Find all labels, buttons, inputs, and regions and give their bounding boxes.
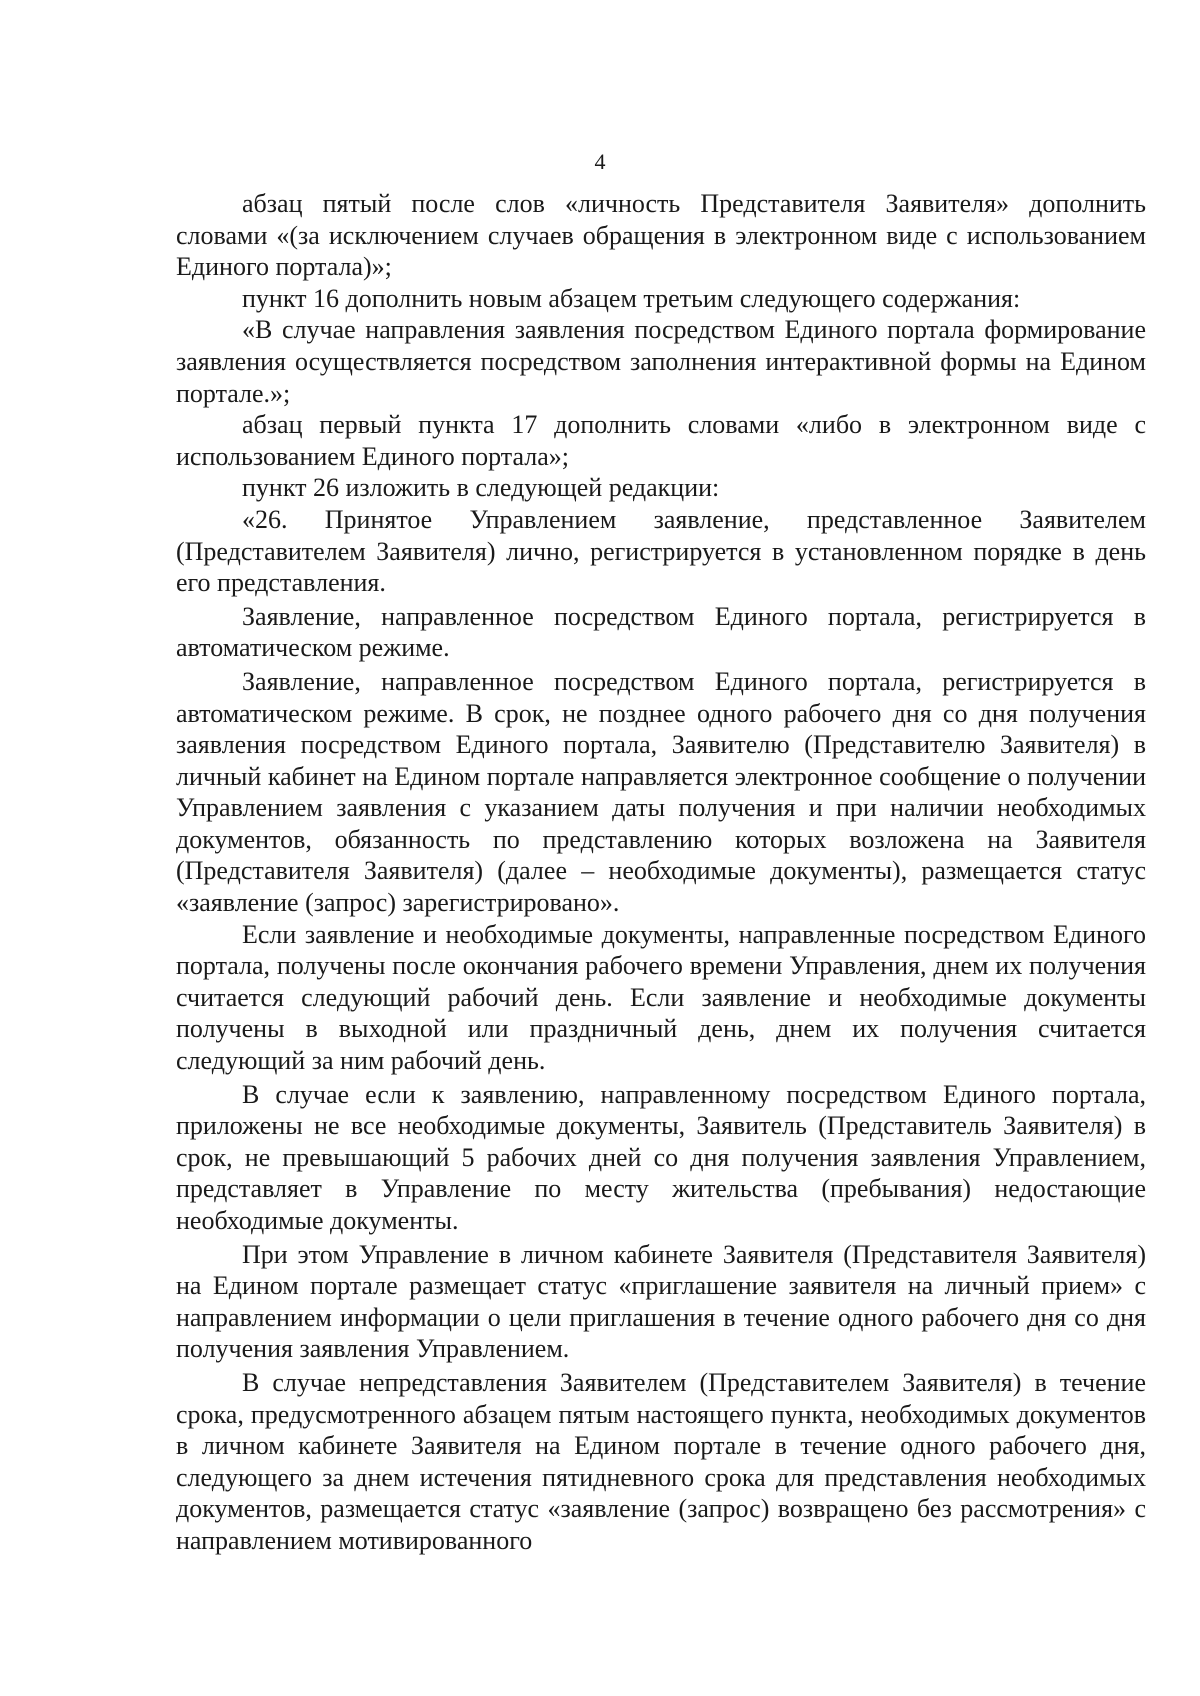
paragraph-6: «26. Принятое Управлением заявление, представленное Заявителем (Представителем Заявителя) лично, регистрируется в установленном порядке в день его представления. — [176, 504, 1146, 598]
paragraph-11: При этом Управление в личном кабинете Заявителя (Представителя Заявителя) на Едином портале размещает статус «приглашение заявителя на личный прием» с направлением информации о цели приглашения в течение одного рабочего дня со дня получения заявления Управлением. — [176, 1239, 1146, 1364]
paragraph-12: В случае непредставления Заявителем (Представителем Заявителя) в течение срока, предусмотренного абзацем пятым настоящего пункта, необходимых документов в личном кабинете Заявителя на Едином портале в течение одного рабочего дня, следующего за днем истечения пятидневного срока для представления необходимых документов, размещается статус «заявление (запрос) возвращено без рассмотрения» с направлением мотивированного — [176, 1367, 1146, 1555]
paragraph-3: «В случае направления заявления посредством Единого портала формирование заявления осуществляется посредством заполнения интерактивной формы на Едином портале.»; — [176, 315, 1146, 408]
paragraph-2: пункт 16 дополнить новым абзацем третьим следующего содержания: — [242, 283, 1021, 313]
paragraph-5: пункт 26 изложить в следующей редакции: — [242, 473, 720, 503]
paragraph-7: Заявление, направленное посредством Единого портала, регистрируется в автоматическом режиме. — [176, 601, 1146, 663]
paragraph-10: В случае если к заявлению, направленному посредством Единого портала, приложены не все необходимые документы, Заявитель (Представитель Заявителя) в срок, не превышающий 5 рабочих дней со дня получения заявления Управлением, представляет в Управление по месту жительства (пребывания) недостающие необходимые документы. — [176, 1079, 1146, 1235]
page-number: 4 — [594, 149, 606, 174]
paragraph-4: абзац первый пункта 17 дополнить словами «либо в электронном виде с использованием Единого портала»; — [176, 410, 1146, 471]
paragraph-9: Если заявление и необходимые документы, направленные посредством Единого портала, получены после окончания рабочего времени Управления, днем их получения считается следующий рабочий день. Если заявление и необходимые документы получены в выходной или праздничный день, днем их получения считается следующий за ним рабочий день. — [176, 919, 1146, 1076]
paragraph-8: Заявление, направленное посредством Единого портала, регистрируется в автоматическом режиме. В срок, не позднее одного рабочего дня со дня получения заявления посредством Единого портала, Заявителю (Представителю Заявителя) в личный кабинет на Едином портале направляется электронное сообщение о получении Управлением заявления с указанием даты получения и при наличии необходимых документов, обязанность по представлению которых возложена на Заявителя (Представителя Заявителя) (далее – необходимые документы), размещается статус «заявление (запрос) зарегистрировано». — [176, 666, 1146, 918]
document-body — [176, 188, 1146, 1557]
paragraph-1: абзац пятый после слов «личность Представителя Заявителя» дополнить словами «(за исключением случаев обращения в электронном виде с использованием Единого портала)»; — [176, 189, 1146, 282]
